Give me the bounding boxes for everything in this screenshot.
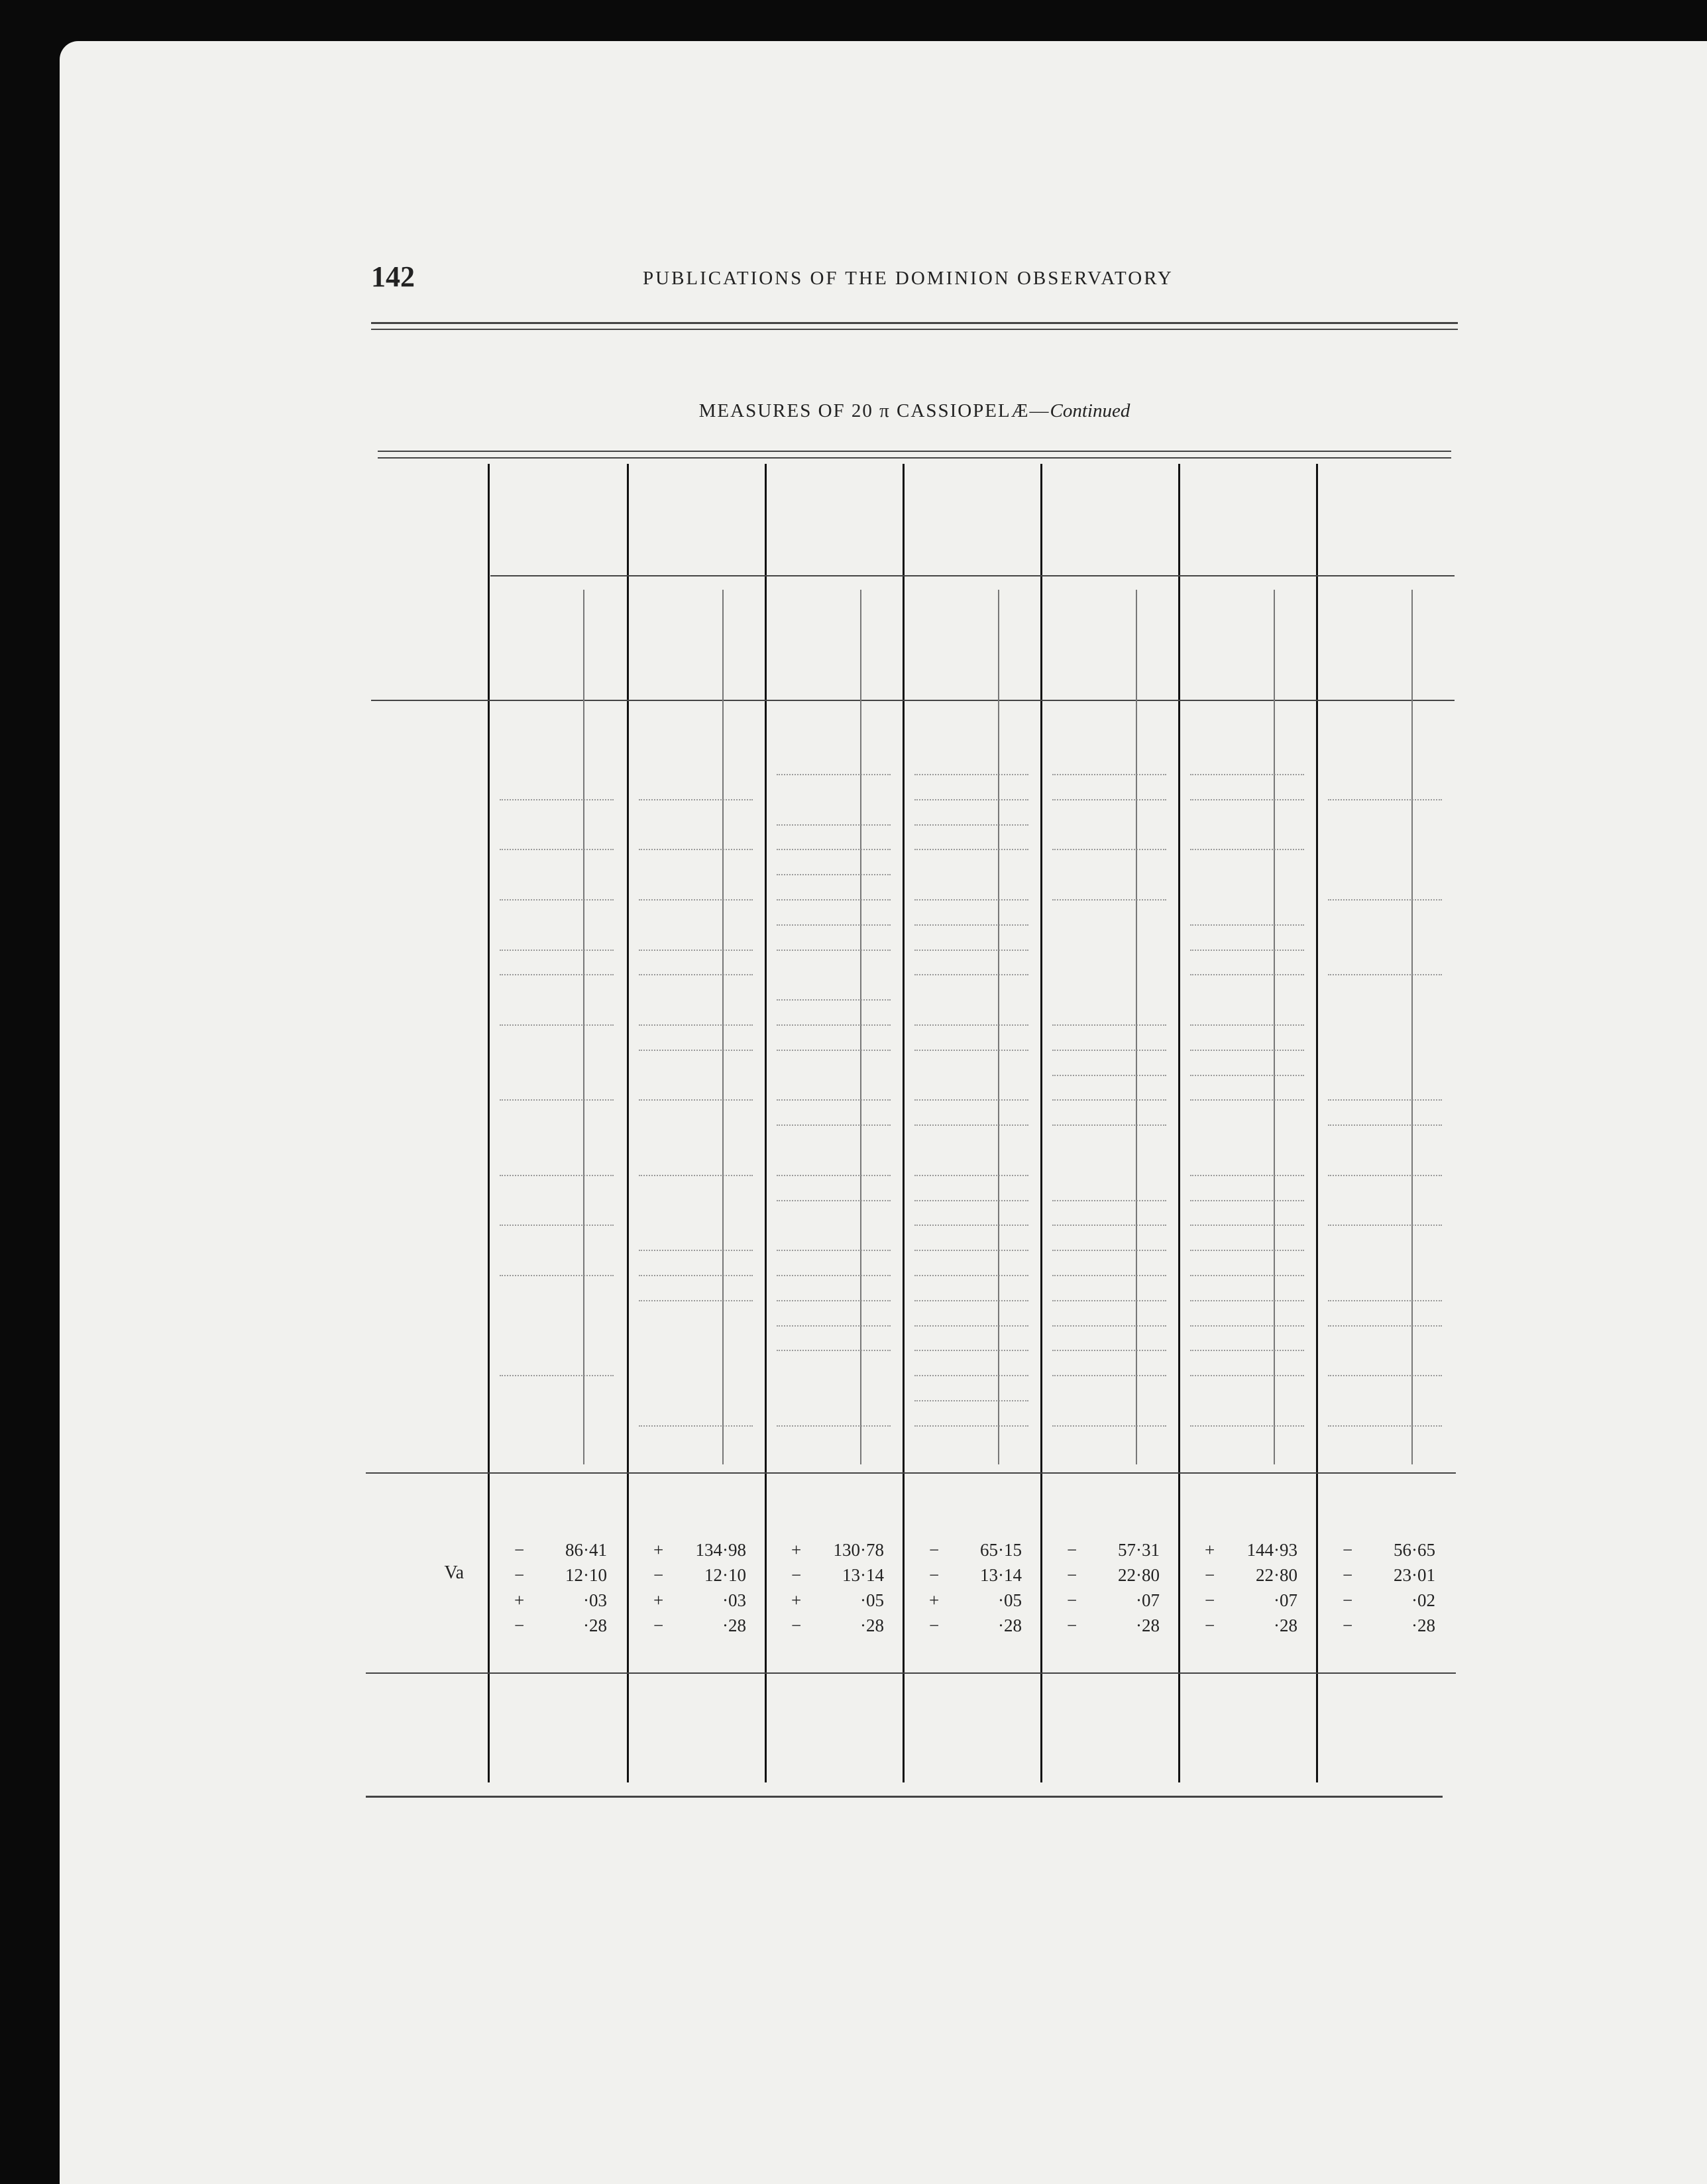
leader-dots <box>777 1250 891 1251</box>
leader-dots <box>777 1425 891 1427</box>
journal-title: PUBLICATIONS OF THE DOMINION OBSERVATORY <box>643 268 1174 289</box>
leader-dots <box>1052 1075 1166 1076</box>
leader-dots <box>914 974 1028 975</box>
sign: − <box>1205 1615 1215 1635</box>
leader-dots <box>639 1425 753 1427</box>
leader-dots <box>914 1099 1028 1101</box>
leader-dots <box>500 799 614 800</box>
leader-dots <box>639 899 753 901</box>
leader-dots <box>1052 1124 1166 1126</box>
number: 12·10 <box>704 1565 746 1585</box>
column-divider <box>488 464 490 1782</box>
leader-dots <box>1328 1325 1442 1327</box>
sign: − <box>1343 1590 1353 1610</box>
number: ·28 <box>1411 1615 1435 1635</box>
page-number: 142 <box>371 260 415 293</box>
leader-dots <box>914 899 1028 901</box>
leader-dots <box>639 1300 753 1301</box>
summary-va-value <box>1205 1565 1297 1586</box>
leader-dots <box>639 1024 753 1026</box>
leader-dots <box>1052 1200 1166 1201</box>
table-title-continued: Continued <box>1050 400 1130 421</box>
leader-dots <box>1190 1175 1304 1176</box>
leader-dots <box>1052 1275 1166 1276</box>
column-divider <box>1178 464 1180 1782</box>
leader-dots <box>1052 1300 1166 1301</box>
leader-dots <box>914 924 1028 926</box>
number: 56·65 <box>1394 1540 1435 1560</box>
leader-dots <box>500 1175 614 1176</box>
leader-dots <box>1052 1250 1166 1251</box>
summary-weighted-mean-value <box>1067 1540 1160 1561</box>
sign: + <box>929 1590 940 1610</box>
summary-weighted-mean-value <box>1205 1540 1297 1561</box>
leader-dots <box>1190 774 1304 775</box>
leader-dots <box>1190 1425 1304 1427</box>
sign: − <box>1067 1590 1077 1610</box>
leader-dots <box>1328 1375 1442 1376</box>
leader-dots <box>777 924 891 926</box>
sign: − <box>653 1565 664 1585</box>
table-top-rule <box>378 451 1451 452</box>
leader-dots <box>639 974 753 975</box>
summary-vd-value <box>1205 1590 1297 1611</box>
leader-dots <box>639 849 753 850</box>
leader-dots <box>777 950 891 951</box>
leader-dots <box>1328 899 1442 901</box>
leader-dots <box>777 874 891 875</box>
leader-dots <box>914 1250 1028 1251</box>
leader-dots <box>1052 849 1166 850</box>
summary-curv-value <box>1067 1615 1160 1637</box>
leader-dots <box>1190 924 1304 926</box>
leader-dots <box>777 1350 891 1351</box>
summary-weighted-mean-value <box>653 1540 746 1561</box>
leader-dots <box>500 974 614 975</box>
summary-curv-value <box>929 1615 1022 1637</box>
vel-wt-divider <box>722 590 724 1464</box>
number: ·28 <box>998 1615 1022 1635</box>
vel-wt-divider <box>1274 590 1275 1464</box>
leader-dots <box>914 774 1028 775</box>
leader-dots <box>777 999 891 1001</box>
summary-va-value <box>514 1565 607 1586</box>
sign: − <box>1343 1540 1353 1560</box>
leader-dots <box>914 1275 1028 1276</box>
leader-dots <box>1190 799 1304 800</box>
leader-dots <box>1190 1250 1304 1251</box>
leader-dots <box>914 799 1028 800</box>
sign: − <box>929 1615 940 1635</box>
sign: − <box>929 1565 940 1585</box>
head-rule-2 <box>371 329 1458 330</box>
summary-end-rule <box>366 1672 1456 1674</box>
body-end-rule <box>366 1472 1456 1474</box>
leader-dots <box>1190 1225 1304 1226</box>
number: ·05 <box>860 1590 884 1610</box>
leader-dots <box>1190 849 1304 850</box>
summary-weighted-mean-value <box>1343 1540 1435 1561</box>
leader-dots <box>914 1200 1028 1201</box>
summary-vd-value <box>514 1590 607 1611</box>
number: ·28 <box>1136 1615 1160 1635</box>
header-rule <box>490 575 1455 576</box>
leader-dots <box>1190 1350 1304 1351</box>
leader-dots <box>777 1175 891 1176</box>
number: 144·93 <box>1246 1540 1297 1560</box>
sign: − <box>653 1615 664 1635</box>
leader-dots <box>1190 1050 1304 1051</box>
leader-dots <box>1190 1325 1304 1327</box>
leader-dots <box>914 1175 1028 1176</box>
sign: + <box>653 1590 664 1610</box>
va-label <box>331 1562 464 1584</box>
leader-dots <box>777 1300 891 1301</box>
leader-dots <box>1328 1300 1442 1301</box>
summary-curv-value <box>653 1615 746 1637</box>
leader-dots <box>1052 1050 1166 1051</box>
leader-dots <box>777 1200 891 1201</box>
number: ·05 <box>998 1590 1022 1610</box>
number: ·07 <box>1274 1590 1297 1610</box>
leader-dots <box>1052 1225 1166 1226</box>
sign: − <box>929 1540 940 1560</box>
number: 12·10 <box>565 1565 607 1585</box>
leader-dots <box>500 899 614 901</box>
leader-dots <box>914 824 1028 826</box>
leader-dots <box>639 799 753 800</box>
leader-dots <box>777 1099 891 1101</box>
vel-wt-divider <box>860 590 861 1464</box>
summary-va-value <box>791 1565 884 1586</box>
sign: + <box>1205 1540 1215 1560</box>
number: 22·80 <box>1118 1565 1160 1585</box>
leader-dots <box>914 1124 1028 1126</box>
number: ·28 <box>860 1615 884 1635</box>
leader-dots <box>1190 950 1304 951</box>
number: 13·14 <box>980 1565 1022 1585</box>
leader-dots <box>500 1375 614 1376</box>
sign: − <box>1067 1540 1077 1560</box>
table-title-text: MEASURES OF 20 π CASSIOPELÆ— <box>698 400 1050 421</box>
summary-curv-value <box>1343 1615 1435 1637</box>
summary-vd-value <box>1343 1590 1435 1611</box>
leader-dots <box>1190 974 1304 975</box>
sign: + <box>791 1590 802 1610</box>
leader-dots <box>1190 1275 1304 1276</box>
leader-dots <box>1190 1024 1304 1026</box>
leader-dots <box>1328 1175 1442 1176</box>
leader-dots <box>500 1099 614 1101</box>
leader-dots <box>500 1024 614 1026</box>
leader-dots <box>639 1050 753 1051</box>
leader-dots <box>1052 1325 1166 1327</box>
sign: + <box>514 1590 525 1610</box>
leader-dots <box>777 1124 891 1126</box>
summary-vd-value <box>791 1590 884 1611</box>
sign: − <box>1343 1615 1353 1635</box>
summary-vd-value <box>929 1590 1022 1611</box>
number: ·07 <box>1136 1590 1160 1610</box>
leader-dots <box>1052 1375 1166 1376</box>
number: 65·15 <box>980 1540 1022 1560</box>
sign: − <box>791 1615 802 1635</box>
leader-dots <box>500 1225 614 1226</box>
column-divider <box>1316 464 1318 1782</box>
leader-dots <box>914 1325 1028 1327</box>
vel-wt-divider <box>998 590 999 1464</box>
summary-curv-value <box>791 1615 884 1637</box>
summary-va-value <box>653 1565 746 1586</box>
sign: − <box>1067 1615 1077 1635</box>
leader-dots <box>500 950 614 951</box>
leader-dots <box>914 1024 1028 1026</box>
leader-dots <box>1328 1225 1442 1226</box>
sign: − <box>1343 1565 1353 1585</box>
leader-dots <box>1328 1099 1442 1101</box>
sign: − <box>1205 1565 1215 1585</box>
sign: − <box>1067 1565 1077 1585</box>
leader-dots <box>1052 1425 1166 1427</box>
leader-dots <box>1052 1350 1166 1351</box>
summary-weighted-mean-value <box>791 1540 884 1561</box>
leader-dots <box>914 1300 1028 1301</box>
leader-dots <box>1190 1300 1304 1301</box>
summary-va-value <box>1343 1565 1435 1586</box>
subheader-rule <box>371 700 1455 701</box>
leader-dots <box>639 1099 753 1101</box>
leader-dots <box>1190 1075 1304 1076</box>
leader-dots <box>500 849 614 850</box>
leader-dots <box>914 1400 1028 1401</box>
summary-curv-value <box>514 1615 607 1637</box>
leader-dots <box>777 824 891 826</box>
leader-dots <box>777 1325 891 1327</box>
number: 57·31 <box>1118 1540 1160 1560</box>
column-divider <box>903 464 905 1782</box>
summary-va-value <box>929 1565 1022 1586</box>
leader-dots <box>1052 899 1166 901</box>
leader-dots <box>1328 1124 1442 1126</box>
number: 22·80 <box>1256 1565 1297 1585</box>
leader-dots <box>777 1024 891 1026</box>
table-top-rule-2 <box>378 457 1451 459</box>
column-divider <box>627 464 629 1782</box>
leader-dots <box>914 950 1028 951</box>
leader-dots <box>1052 1024 1166 1026</box>
vel-wt-divider <box>1411 590 1413 1464</box>
sign: − <box>514 1565 525 1585</box>
leader-dots <box>777 774 891 775</box>
leader-dots <box>914 1375 1028 1376</box>
table-title <box>371 400 1458 422</box>
number: ·28 <box>1274 1615 1297 1635</box>
number: 13·14 <box>842 1565 884 1585</box>
number: 134·98 <box>695 1540 746 1560</box>
leader-dots <box>1052 1099 1166 1101</box>
leader-dots <box>639 1175 753 1176</box>
number: ·28 <box>583 1615 607 1635</box>
leader-dots <box>1190 1375 1304 1376</box>
number: 23·01 <box>1394 1565 1435 1585</box>
number: ·03 <box>722 1590 746 1610</box>
leader-dots <box>914 1050 1028 1051</box>
summary-weighted-mean-value <box>514 1540 607 1561</box>
summary-vd-value <box>1067 1590 1160 1611</box>
number: ·02 <box>1411 1590 1435 1610</box>
leader-dots <box>777 1275 891 1276</box>
sign: + <box>791 1540 802 1560</box>
leader-dots <box>777 899 891 901</box>
leader-dots <box>1052 774 1166 775</box>
leader-dots <box>914 1225 1028 1226</box>
leader-dots <box>639 950 753 951</box>
leader-dots <box>777 849 891 850</box>
leader-dots <box>1190 1200 1304 1201</box>
leader-dots <box>639 1275 753 1276</box>
sign: − <box>1205 1590 1215 1610</box>
number: ·03 <box>583 1590 607 1610</box>
summary-curv-value <box>1205 1615 1297 1637</box>
summary-va-value <box>1067 1565 1160 1586</box>
sign: − <box>514 1615 525 1635</box>
leader-dots <box>1328 1425 1442 1427</box>
va-label-text: Va <box>444 1562 464 1583</box>
leader-dots <box>1328 974 1442 975</box>
number: ·28 <box>722 1615 746 1635</box>
leader-dots <box>914 849 1028 850</box>
summary-vd-value <box>653 1590 746 1611</box>
sign: − <box>514 1540 525 1560</box>
leader-dots <box>914 1425 1028 1427</box>
leader-dots <box>639 1250 753 1251</box>
number: 130·78 <box>833 1540 884 1560</box>
column-divider <box>1040 464 1042 1782</box>
table-bottom-rule <box>366 1796 1443 1798</box>
leader-dots <box>777 1050 891 1051</box>
summary-weighted-mean-value <box>929 1540 1022 1561</box>
page <box>60 41 1707 2184</box>
leader-dots <box>914 1350 1028 1351</box>
column-divider <box>765 464 767 1782</box>
vel-wt-divider <box>1136 590 1137 1464</box>
sign: + <box>653 1540 664 1560</box>
leader-dots <box>500 1275 614 1276</box>
running-head <box>371 260 1458 300</box>
number: 86·41 <box>565 1540 607 1560</box>
sign: − <box>791 1565 802 1585</box>
leader-dots <box>1052 799 1166 800</box>
leader-dots <box>1190 1099 1304 1101</box>
leader-dots <box>1328 799 1442 800</box>
head-rule <box>371 322 1458 324</box>
vel-wt-divider <box>583 590 584 1464</box>
